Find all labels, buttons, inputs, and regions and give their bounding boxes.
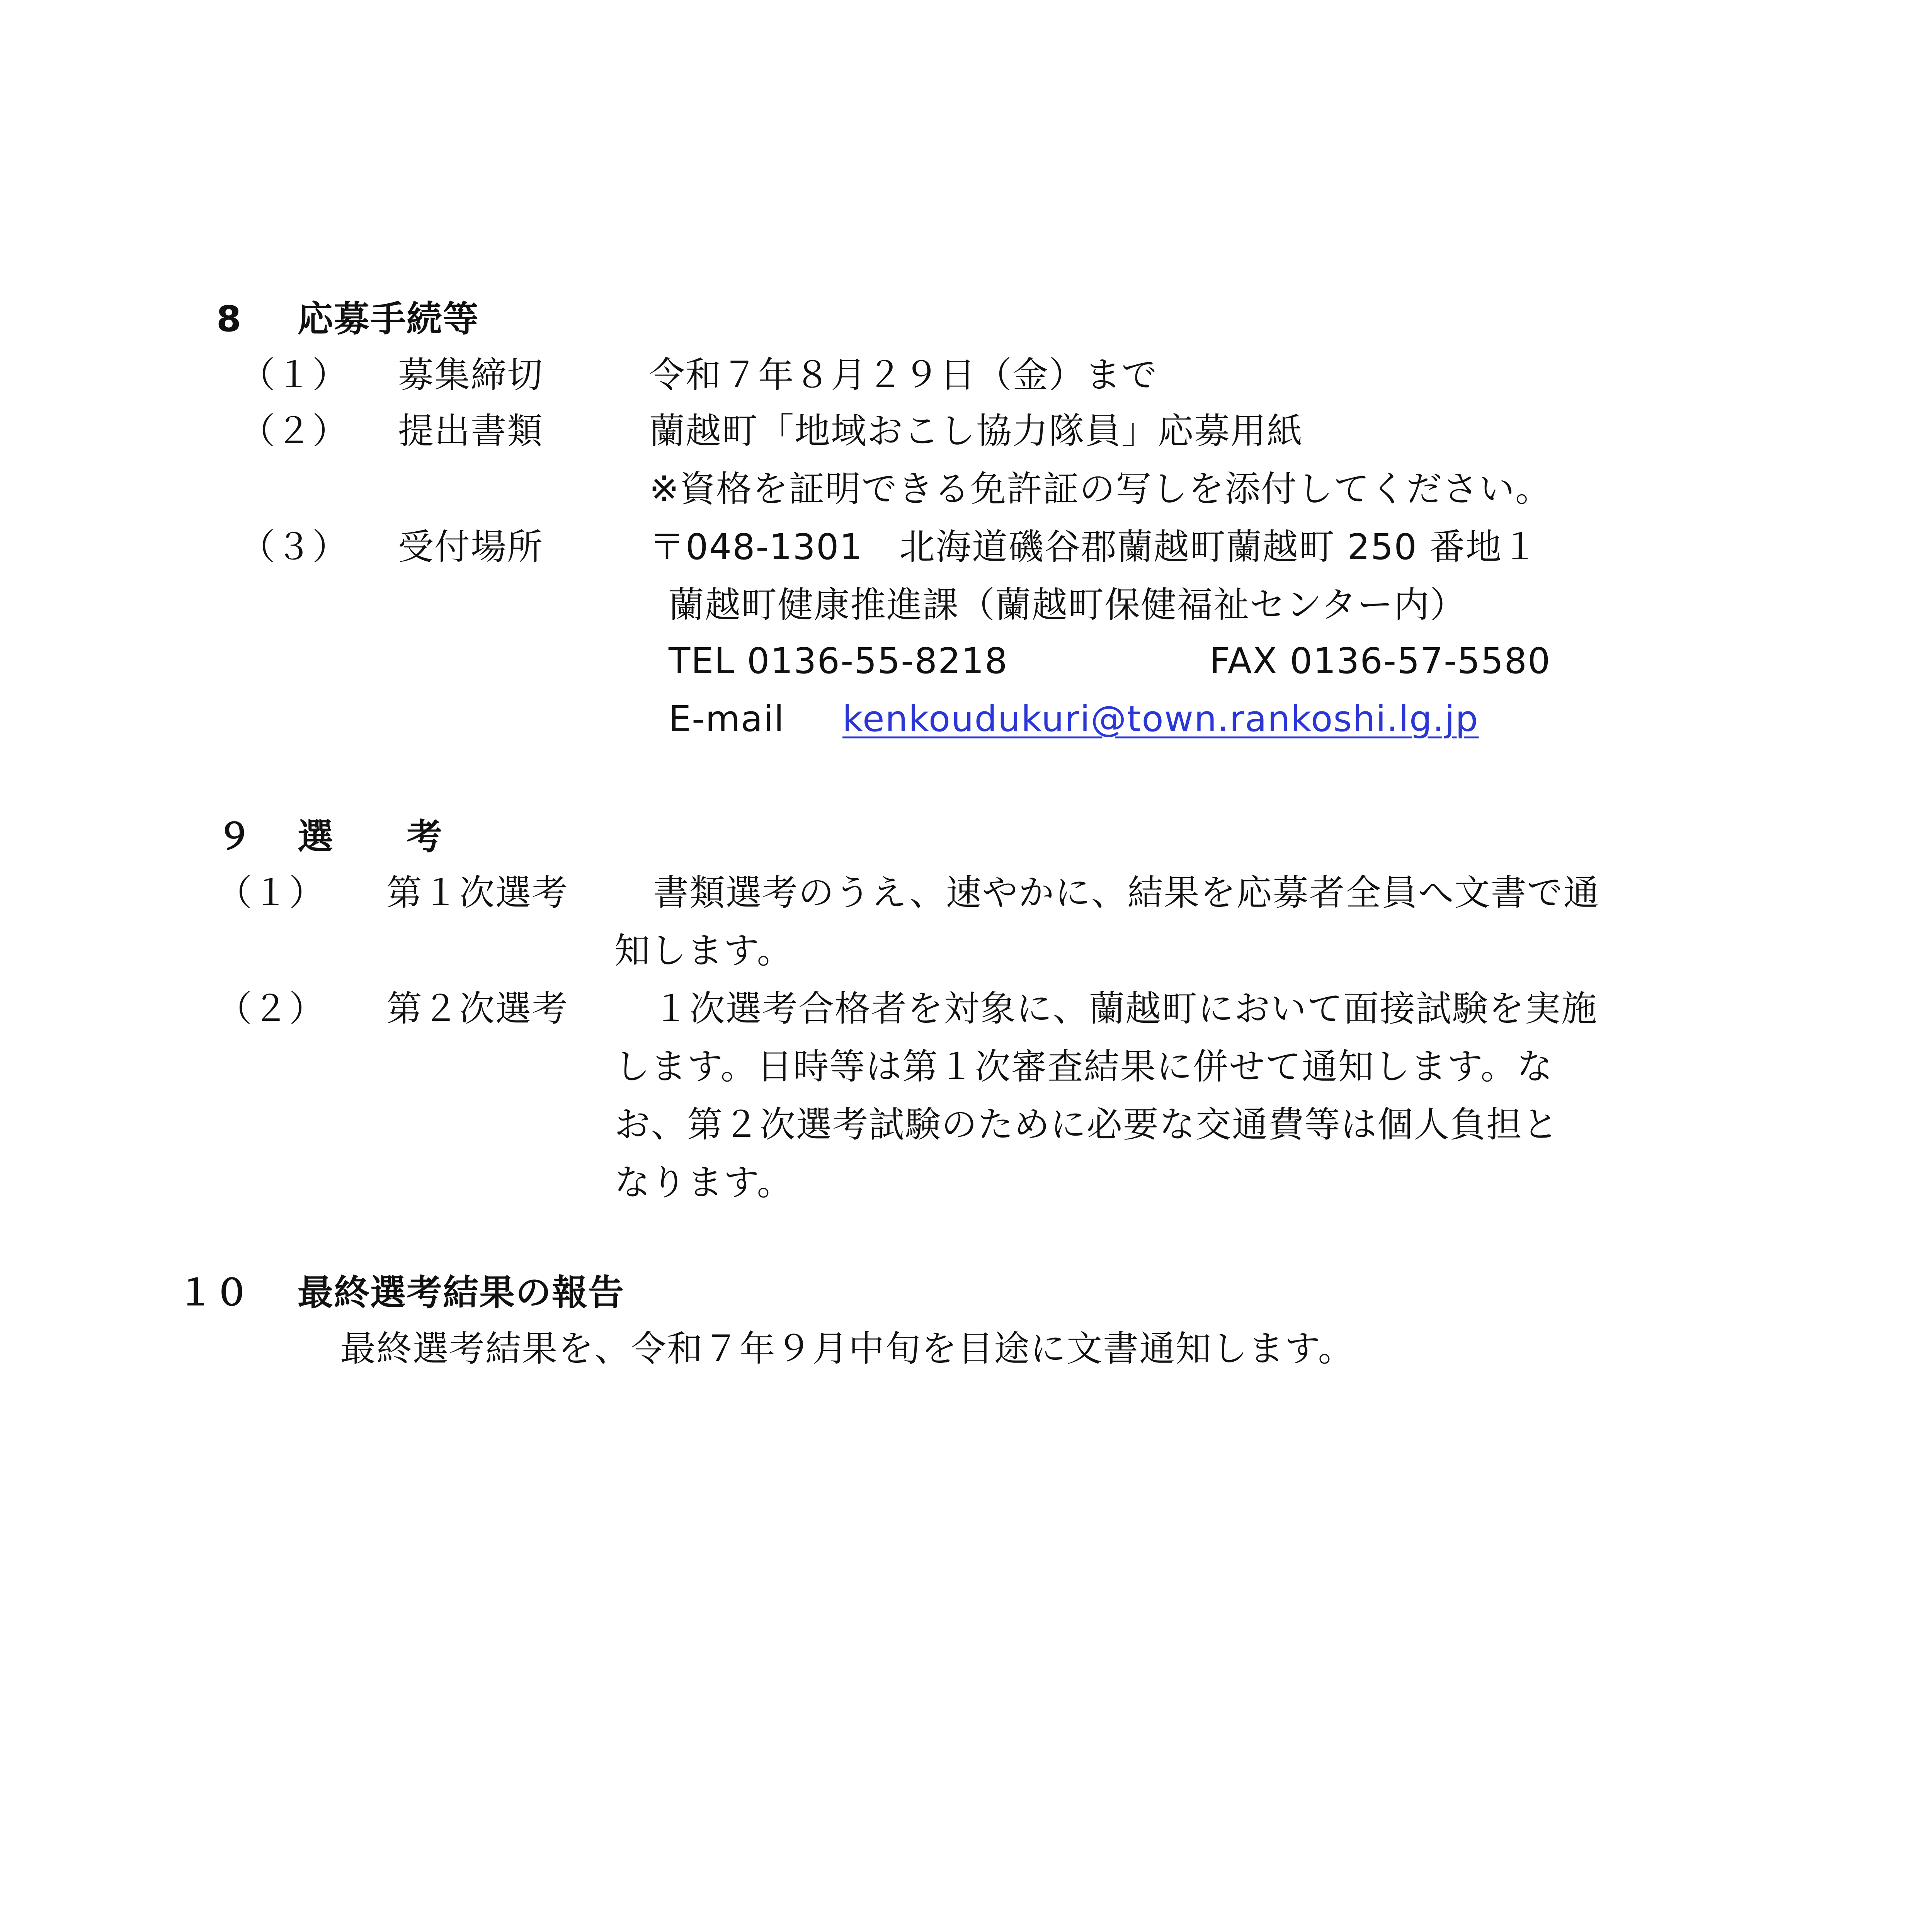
section-9-item-2-label: 第２次選考 — [386, 988, 568, 1029]
section-10-body: 最終選考結果を、令和７年９月中旬を目途に文書通知します。 — [340, 1328, 1354, 1369]
section-8-item-1-number: （１） — [240, 354, 349, 396]
section-9-item-1-label: 第１次選考 — [386, 872, 568, 913]
section-10-number: １０ — [178, 1272, 251, 1313]
section-8-item-2-number: （２） — [240, 410, 349, 452]
section-9-number: ９ — [216, 816, 253, 857]
reception-tel: TEL 0136-55-8218 — [669, 640, 1008, 682]
section-8-item-3-number: （３） — [240, 526, 349, 568]
section-9-item-2-text-line-4: なります。 — [614, 1162, 793, 1203]
section-8-item-2-value: 蘭越町「地域おこし協力隊員」応募用紙 — [649, 410, 1303, 452]
section-9-item-1-text-line-2: 知します。 — [614, 930, 793, 971]
section-8-item-2-note: ※資格を証明できる免許証の写しを添付してください。 — [649, 468, 1552, 510]
reception-email-link[interactable]: kenkoudukuri@town.rankoshi.lg.jp — [842, 698, 1479, 740]
reception-email-label: E-mail — [669, 698, 785, 740]
section-9-title: 選 考 — [298, 816, 443, 857]
section-8-title: 応募手続等 — [298, 298, 480, 340]
section-9-item-2-text-line-3: お、第２次選考試験のために必要な交通費等は個人負担と — [614, 1104, 1559, 1145]
section-10-title: 最終選考結果の報告 — [298, 1272, 625, 1313]
reception-address: 〒048-1301 北海道磯谷郡蘭越町蘭越町 250 番地１ — [649, 526, 1539, 568]
section-9-item-1-text-line-1: 書類選考のうえ、速やかに、結果を応募者全員へ文書で通 — [653, 872, 1600, 913]
section-9-item-2-text-line-2: します。日時等は第１次審査結果に併せて通知します。な — [614, 1046, 1554, 1087]
section-9-item-2-number: （２） — [216, 988, 326, 1029]
section-8-number: 8 — [216, 298, 242, 340]
section-8-item-3-label: 受付場所 — [398, 526, 544, 568]
reception-fax: FAX 0136-57-5580 — [1210, 640, 1551, 682]
section-9-item-1-number: （１） — [216, 872, 326, 913]
reception-office: 蘭越町健康推進課（蘭越町保健福祉センター内） — [669, 584, 1467, 626]
section-9-item-2-text-line-1: １次選考合格者を対象に、蘭越町において面接試験を実施 — [653, 988, 1598, 1029]
section-8-item-2-label: 提出書類 — [398, 410, 544, 452]
section-8-item-1-label: 募集締切 — [398, 354, 544, 396]
section-8-item-1-value: 令和７年８月２９日（金）まで — [649, 354, 1158, 396]
